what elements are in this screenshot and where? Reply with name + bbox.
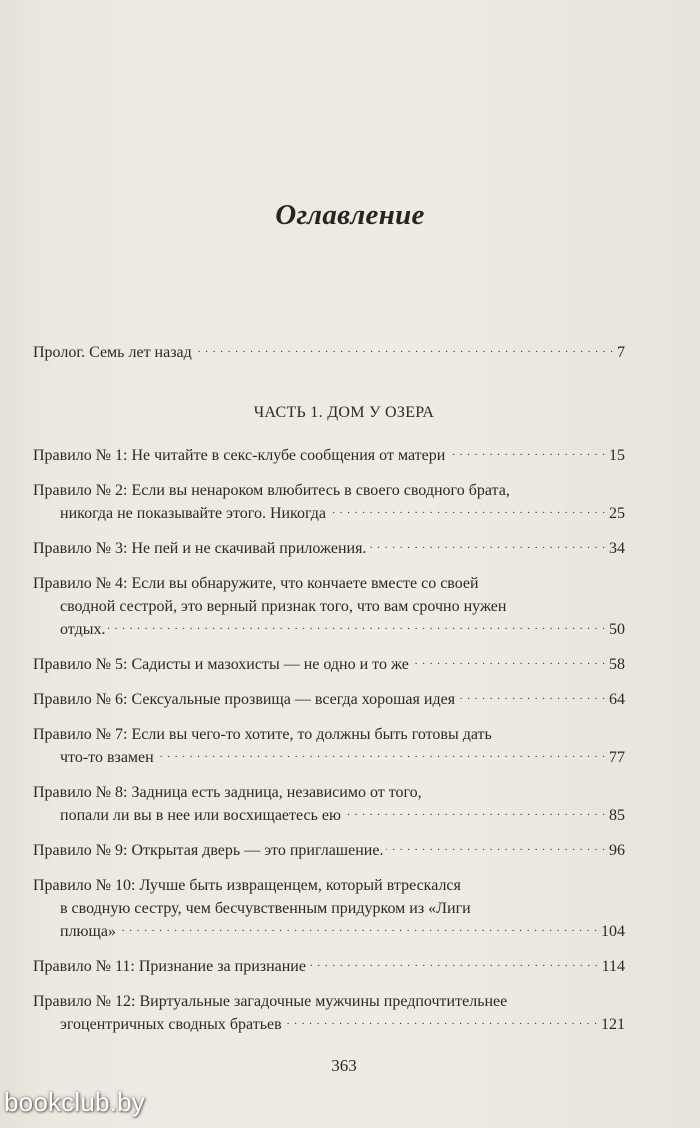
toc-entry-text: Правило № 10: Лучше быть извращенцем, который втрескался [33,877,461,894]
toc-entry [33,444,625,467]
toc-entry-text: сводной сестрой, это верный признак того, что вам срочно нужен [60,598,507,615]
toc-entry-text: Правило № 6: Сексуальные прозвища — всегда хорошая идея [33,691,456,708]
toc-row [33,502,625,525]
toc-entry [33,537,625,560]
toc-entry-text: в сводную сестру, чем бесчувственным придурком из «Лиги [60,900,471,917]
toc-row [33,341,625,362]
dot-leader [412,653,606,669]
toc-page-number: 85 [609,807,625,824]
dot-leader [195,341,614,357]
toc-row [33,804,625,827]
toc-page-number: 104 [601,923,625,940]
toc-entry-text: никогда не показывайте этого. Никогда [60,505,327,522]
dot-leader [309,955,599,971]
toc-entry [33,839,625,862]
toc-page-number: 121 [601,1016,625,1033]
dot-leader [386,839,606,855]
toc-entry-text: Правило № 11: Признание за признание [33,958,306,975]
dot-leader [108,618,606,634]
toc-entry-text: Правило № 4: Если вы обнаружите, что кончаете вместе со своей [33,575,479,592]
toc-entry [33,723,625,769]
dot-leader [285,1013,598,1029]
toc-entry-text: Правило № 1: Не читайте в секс-клубе сообщения от матери [33,447,446,464]
toc-entry-text: эгоцентричных сводных братьев [60,1016,282,1033]
toc-row [33,1013,625,1036]
toc-entry-text: Правило № 2: Если вы ненароком влюбитесь в своего сводного брата, [33,482,510,499]
toc-entry-text: Правило № 3: Не пей и не скачивай приложения. [33,540,367,557]
toc-entry [33,990,625,1036]
dot-leader [448,444,606,460]
toc-row [33,688,625,711]
toc-entry-text: отдых. [60,621,106,638]
toc-entry [33,781,625,827]
dot-leader [458,688,606,704]
toc-entry-text: Правило № 12: Виртуальные загадочные мужчины предпочтительнее [33,993,508,1010]
toc-entry-text: попали ли вы в нее или восхищаетесь ею [60,807,341,824]
dot-leader [119,920,598,936]
toc-entry [33,874,625,943]
toc-page-number: 15 [609,447,625,464]
toc-page-number: 25 [609,505,625,522]
toc-page-number: 50 [609,621,625,638]
dot-leader [344,804,606,820]
toc-row [33,653,625,676]
toc-row [33,839,625,862]
dot-leader [157,746,606,762]
toc-page-number: 64 [609,691,625,708]
watermark-logo: bookclub.by [4,1087,145,1117]
toc-entry-text: Правило № 5: Садисты и мазохисты — не одно и то же [33,656,409,673]
toc-row [33,746,625,769]
toc-entry [33,688,625,711]
toc-entry [33,572,625,641]
toc-row [33,537,625,560]
toc-entry-text: плюща» [60,923,116,940]
toc-row [33,618,625,641]
toc-page-number: 7 [617,344,625,361]
toc-prologue [33,341,625,362]
toc-entry-text: Правило № 7: Если вы чего-то хотите, то должны быть готовы дать [33,726,492,743]
toc-entry [33,479,625,525]
toc-entry [33,955,625,978]
toc-page-number: 96 [609,842,625,859]
toc-page-number: 34 [609,540,625,557]
dot-leader [369,537,606,553]
toc-row [33,444,625,467]
toc-entry-text: Правило № 9: Открытая дверь — это приглашение. [33,842,384,859]
toc-entry-text: Пролог. Семь лет назад [33,344,192,361]
toc-page-number: 58 [609,656,625,673]
page-title: Оглавление [275,199,425,231]
part-heading: ЧАСТЬ 1. ДОМ У ОЗЕРА [253,404,435,421]
dot-leader [329,502,606,518]
toc-entry [33,653,625,676]
table-of-contents [33,444,625,1048]
toc-entry-text: что-то взамен [60,749,154,766]
toc-row [33,955,625,978]
toc-entry-text: Правило № 8: Задница есть задница, независимо от того, [33,784,422,801]
toc-page-number: 114 [601,958,625,975]
toc-row [33,920,625,943]
page-number: 363 [331,1056,357,1075]
toc-page-number: 77 [609,749,625,766]
